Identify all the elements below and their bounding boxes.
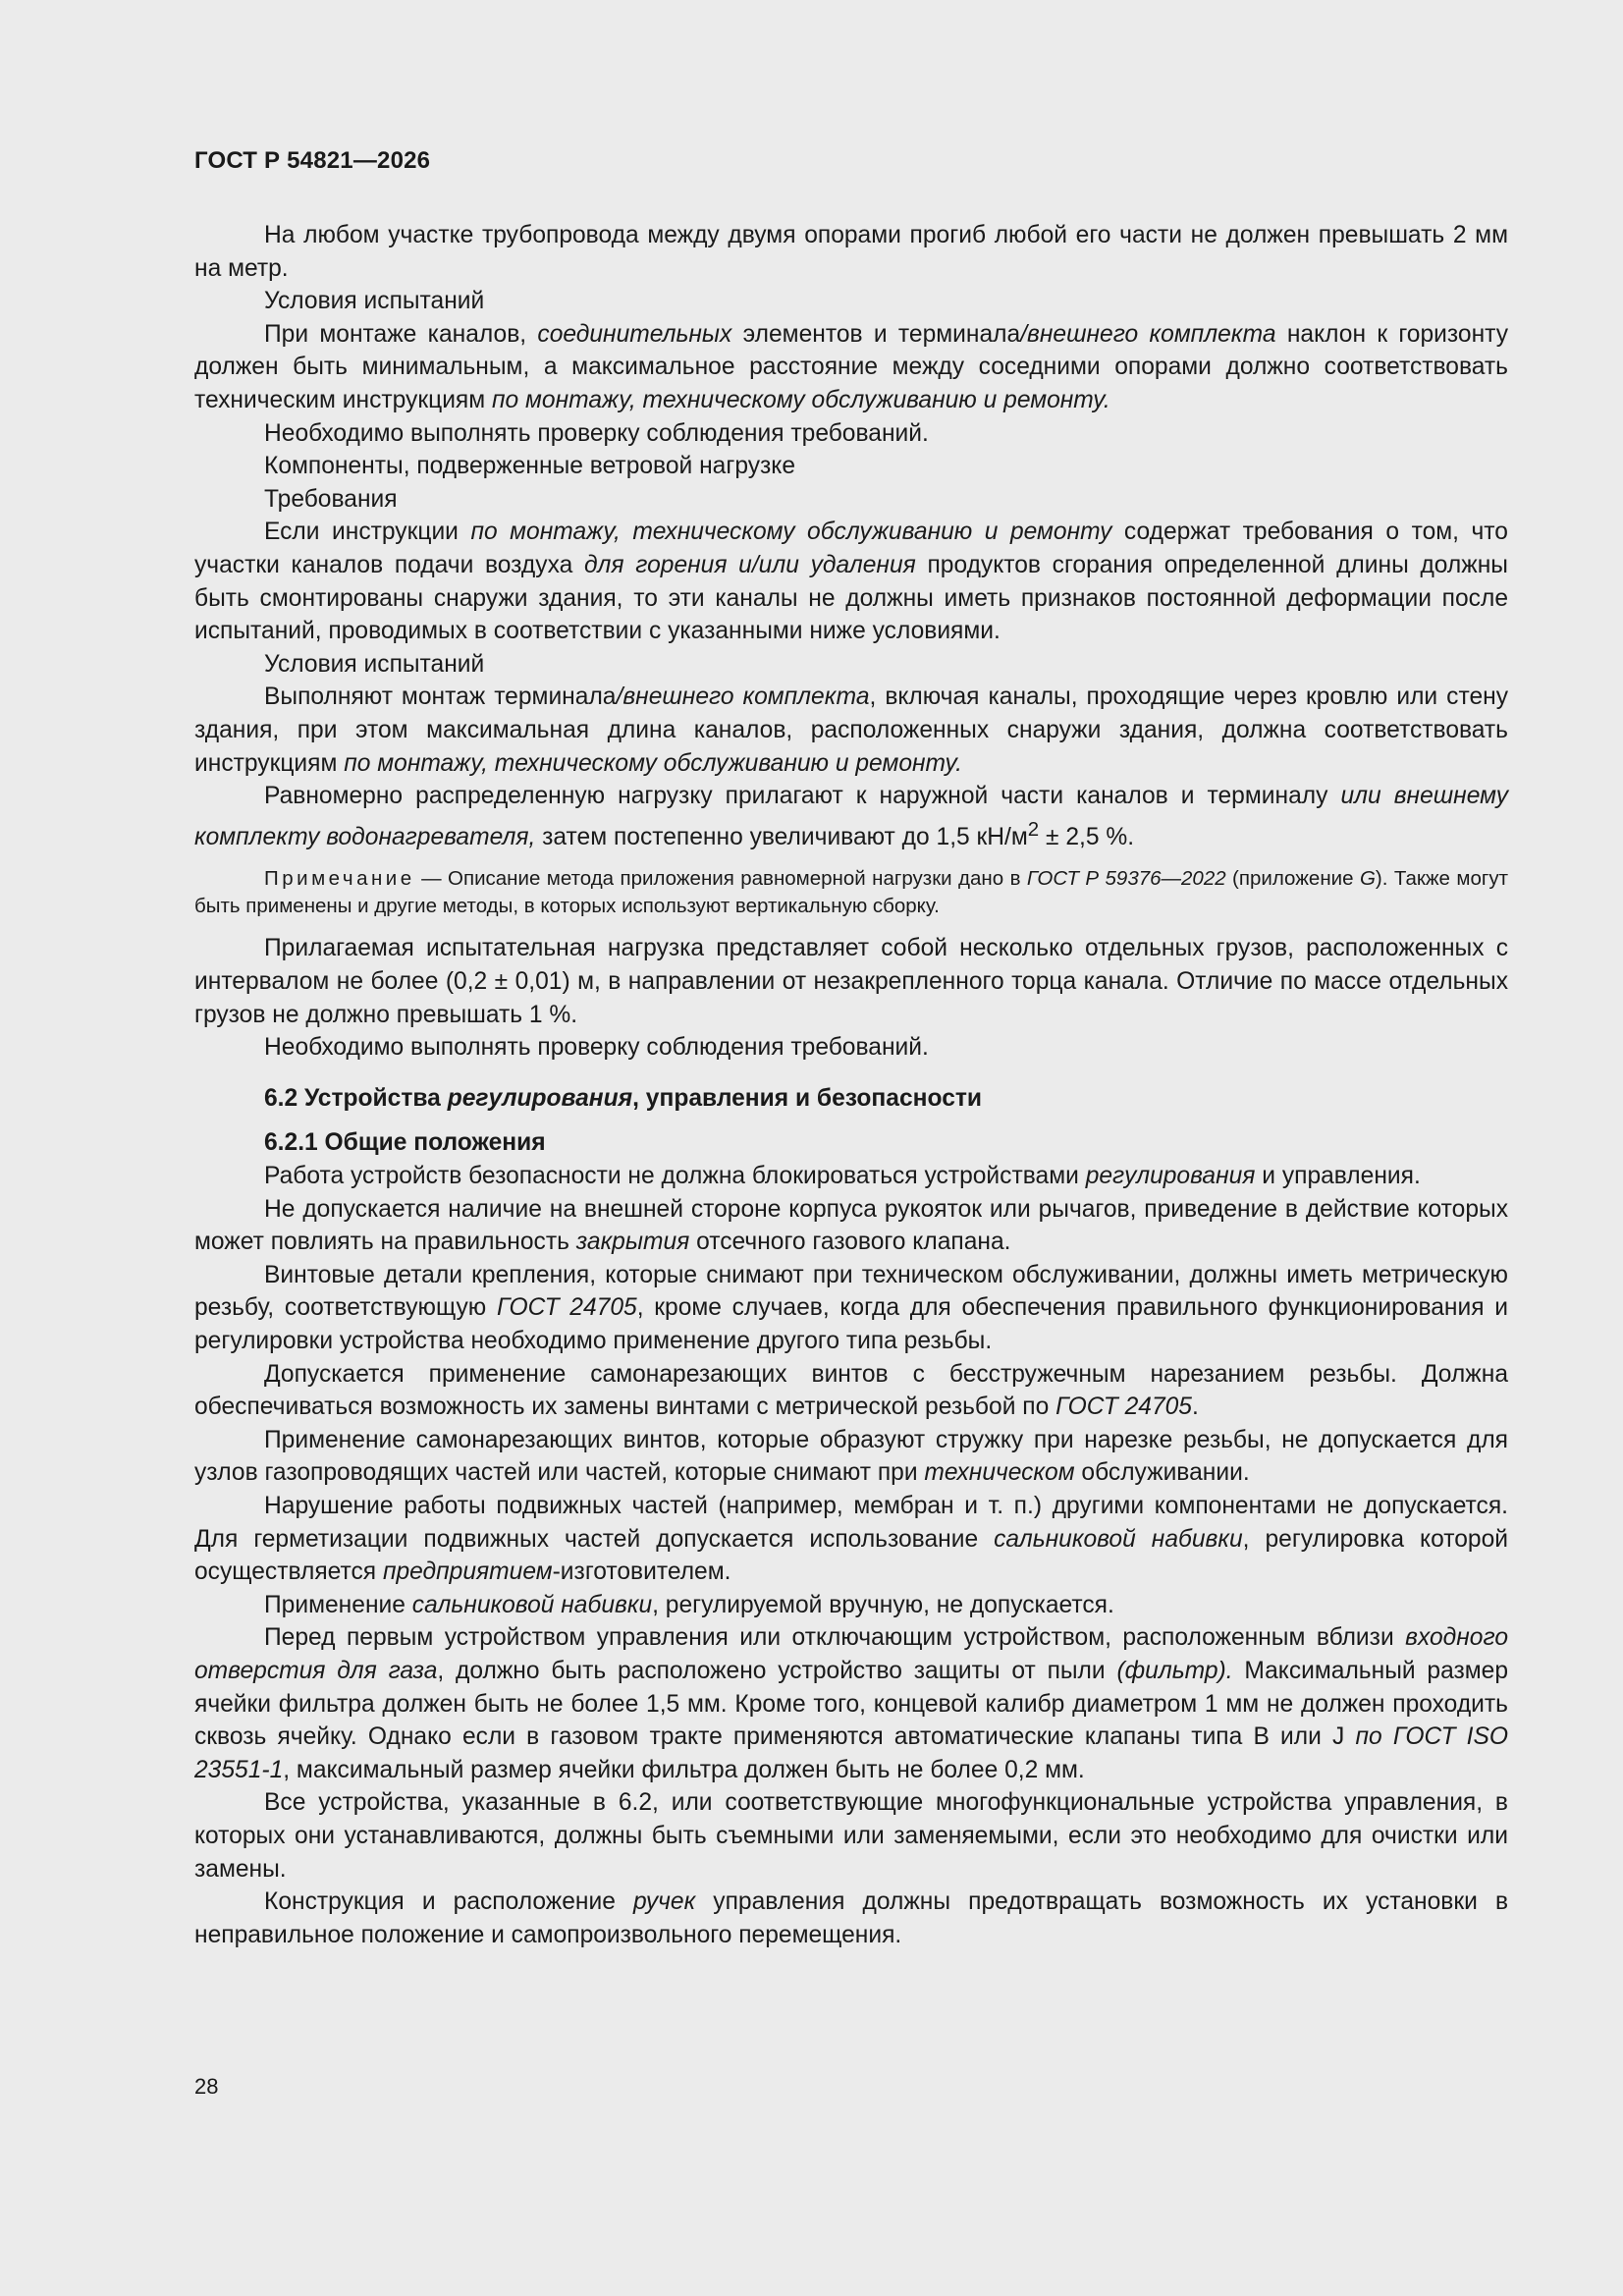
italic-text: предприятием: [382, 1558, 553, 1586]
subsection-heading: [194, 1126, 1508, 1160]
text-run: Прилагаемая испытательная нагрузка представляет собой несколько отдельных грузов, расположенных с интервалом не более (0,2 ± 0,01) м, в направлении от незакрепленного торца канала. Отличие по массе отдельных грузов не должно превышать 1 %.: [194, 935, 1508, 1028]
text-run: , кроме случаев, когда для обеспечения правильного функционирования и регулировки устройства необходимо применение другого типа резьбы.: [194, 1294, 1509, 1354]
body-paragraph: [194, 1490, 1508, 1589]
text-run: , должно быть расположено устройство защиты от пыли: [437, 1657, 1117, 1684]
italic-text: /внешнего комплекта: [616, 683, 870, 711]
italic-text: ГОСТ 24705: [1055, 1394, 1192, 1421]
document-body: [194, 219, 1508, 1951]
body-paragraph: [194, 450, 1508, 483]
note-paragraph: [194, 865, 1508, 920]
body-paragraph: [194, 219, 1508, 285]
italic-text: регулирования: [1085, 1163, 1256, 1190]
text-run: При монтаже каналов,: [264, 320, 538, 348]
italic-text: по монтажу, техническому обслуживанию и ремонту.: [344, 749, 962, 777]
text-run: — Описание метода приложения равномерной нагрузки дано в: [414, 867, 1027, 891]
body-paragraph: [194, 681, 1508, 780]
body-paragraph: [194, 1621, 1508, 1786]
section-heading: [194, 1082, 1508, 1116]
text-run: 6.2 Устройства: [264, 1084, 448, 1112]
italic-text: или внешнему комплекту водонагревателя,: [194, 783, 1508, 850]
text-run: и управления.: [1255, 1163, 1421, 1190]
text-run: На любом участке трубопровода между двумя опорами прогиб любой его части не должен превышать 2 мм на метр.: [194, 222, 1508, 282]
body-paragraph: [194, 780, 1508, 853]
italic-text: входного отверстия для газа: [194, 1624, 1508, 1684]
text-run: Равномерно распределенную нагрузку прилагают к наружной части каналов и терминалу: [264, 783, 1341, 810]
italic-text: сальниковой набивки: [411, 1591, 653, 1618]
body-paragraph: [194, 648, 1508, 682]
text-run: обслуживании.: [1074, 1459, 1250, 1487]
text-run: (приложение: [1225, 867, 1360, 891]
text-run: Условия испытаний: [264, 288, 485, 315]
body-paragraph: [194, 1160, 1508, 1193]
text-run: Перед первым устройством управления или отключающим устройством, расположенным вблизи: [264, 1624, 1406, 1652]
italic-text: закрытия: [575, 1229, 690, 1256]
body-paragraph: [194, 1786, 1508, 1886]
text-run: Выполняют монтаж терминала: [264, 683, 617, 711]
body-paragraph: [194, 1358, 1508, 1424]
text-run: Необходимо выполнять проверку соблюдения требований.: [264, 1034, 929, 1062]
text-run: Примечание: [264, 867, 415, 891]
italic-text: /внешнего комплекта: [1020, 320, 1276, 348]
page-number: 28: [194, 2074, 219, 2099]
text-run: ± 2,5 %.: [1039, 823, 1135, 850]
text-run: наклон к горизонту должен быть минимальным, а максимальное расстояние между соседними опорами должно соответствовать техническим инструкциям: [194, 320, 1509, 413]
text-run: Применение самонарезающих винтов, которые образуют стружку при нарезке резьбы, не допускается для узлов газопроводящих частей или частей, которые снимают при: [194, 1426, 1508, 1487]
text-run: .: [1191, 1394, 1199, 1421]
text-run: Не допускается наличие на внешней стороне корпуса рукояток или рычагов, приведение в действие которых может повлиять на правильность: [194, 1195, 1508, 1256]
text-run: отсечного газового клапана.: [689, 1229, 1011, 1256]
text-run: Если инструкции: [264, 519, 471, 546]
text-run: элементов и терминала: [731, 320, 1021, 348]
text-run: , регулируемой вручную, не допускается.: [652, 1591, 1114, 1618]
text-run: Винтовые детали крепления, которые снимают при техническом обслуживании, должны иметь метрическую резьбу, соответствующую: [194, 1261, 1508, 1322]
text-run: Все устройства, указанные в 6.2, или соответствующие многофункциональные устройства управления, в которых они устанавливаются, должны быть съемными или заменяемыми, если это необходимо для очистки или замены.: [194, 1789, 1508, 1883]
text-run: Компоненты, подверженные ветровой нагрузке: [264, 453, 796, 480]
text-run: Условия испытаний: [264, 650, 485, 678]
text-run: Нарушение работы подвижных частей (например, мембран и т. п.) другими компонентами не допускается. Для герметизации подвижных частей допускается использование: [194, 1492, 1508, 1553]
text-run: Применение: [264, 1591, 412, 1618]
text-run: Допускается применение самонарезающих винтов с бесстружечным нарезанием резьбы. Должна обеспечиваться возможность их замены винтами с метрической резьбой по: [194, 1360, 1508, 1421]
text-run: Необходимо выполнять проверку соблюдения требований.: [264, 419, 929, 447]
body-paragraph: [194, 1589, 1508, 1622]
body-paragraph: [194, 1424, 1508, 1490]
superscript-text: 2: [1027, 817, 1040, 841]
text-run: Конструкция и расположение: [264, 1888, 634, 1916]
text-run: -изготовителем.: [552, 1558, 731, 1586]
body-paragraph: [194, 932, 1508, 1031]
italic-text: (фильтр).: [1116, 1657, 1233, 1684]
text-run: , максимальный размер ячейки фильтра должен быть не более 0,2 мм.: [283, 1756, 1085, 1783]
body-paragraph: [194, 516, 1508, 647]
body-paragraph: [194, 1259, 1508, 1358]
italic-text: сальниковой набивки: [994, 1525, 1243, 1553]
italic-text: соединительных: [537, 320, 732, 348]
italic-text: ГОСТ 24705: [496, 1294, 637, 1322]
body-paragraph: [194, 285, 1508, 318]
text-run: Работа устройств безопасности не должна блокироваться устройствами: [264, 1163, 1086, 1190]
body-paragraph: [194, 1031, 1508, 1065]
italic-text: G: [1359, 867, 1376, 891]
italic-text: ГОСТ Р 59376—2022: [1026, 867, 1226, 891]
italic-text: ручек: [633, 1888, 696, 1916]
body-paragraph: [194, 483, 1508, 517]
text-run: , регулировка которой осуществляется: [194, 1525, 1508, 1586]
italic-text: регулирования: [447, 1084, 633, 1112]
text-run: ). Также могут быть применены и другие методы, в которых используют вертикальную сборку.: [194, 867, 1508, 918]
text-run: содержат требования о том, что участки каналов подачи воздуха: [194, 519, 1508, 578]
standard-header: ГОСТ Р 54821—2026: [194, 147, 431, 174]
body-paragraph: [194, 318, 1508, 417]
text-run: продуктов сгорания определенной длины должны быть смонтированы снаружи здания, то эти каналы не должны иметь признаков постоянной деформации после испытаний, проводимых в соответствии с указанными ниже условиями.: [194, 551, 1508, 645]
text-run: 6.2.1 Общие положения: [264, 1129, 546, 1157]
body-paragraph: [194, 1886, 1508, 1951]
text-run: затем постепенно увеличивают до 1,5 кН/м: [535, 823, 1028, 850]
italic-text: для горения и/или удаления: [583, 551, 916, 578]
text-run: управления должны предотвращать возможность их установки в неправильное положение и самопроизвольного перемещения.: [194, 1888, 1509, 1948]
italic-text: по монтажу, техническому обслуживанию и ремонту: [470, 519, 1112, 546]
text-run: Требования: [264, 485, 398, 513]
italic-text: техническом: [924, 1459, 1075, 1487]
text-run: Максимальный размер ячейки фильтра должен быть не более 1,5 мм. Кроме того, концевой калибр диаметром 1 мм не должен проходить сквозь ячейку. Однако если в газовом тракте применяются автоматические клапаны типа B или J: [194, 1657, 1509, 1751]
text-run: , управления и безопасности: [632, 1084, 983, 1112]
text-run: , включая каналы, проходящие через кровлю или стену здания, при этом максимальная длина каналов, расположенных снаружи здания, должна соответствовать инструкциям: [194, 683, 1508, 777]
body-paragraph: [194, 1193, 1508, 1259]
italic-text: по ГОСТ ISO 23551-1: [194, 1723, 1508, 1783]
body-paragraph: [194, 417, 1508, 451]
italic-text: по монтажу, техническому обслуживанию и ремонту.: [492, 386, 1110, 413]
